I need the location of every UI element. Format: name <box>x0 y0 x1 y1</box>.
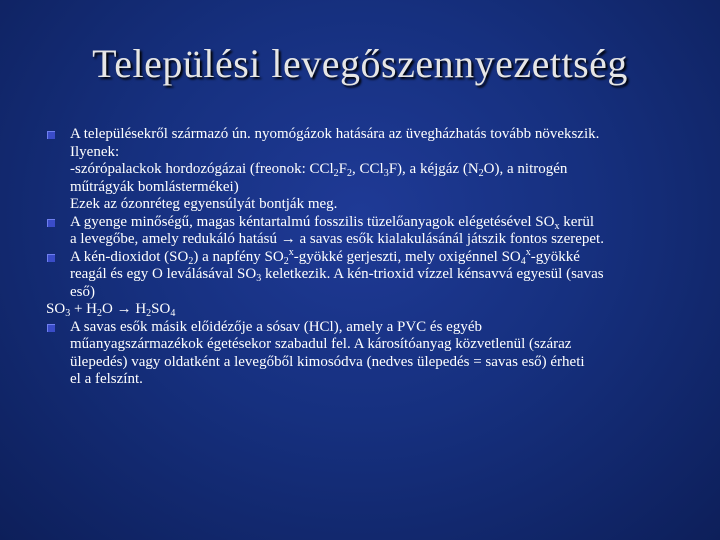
text-line: a levegőbe, amely redukáló hatású → a savas esők kialakulásánál játszik fontos szerepet. <box>70 231 604 247</box>
text-line: A településekről származó ún. nyomógázok hatására az üvegházhatás tovább növekszik. <box>70 126 600 142</box>
chemical-equation <box>46 301 696 319</box>
text-line: műanyagszármazékok égetésekor szabadul fel. A károsítóanyag közvetlenül (száraz <box>70 336 572 352</box>
slide-title: Települési levegőszennyezettség <box>92 41 628 86</box>
text-line: A kén-dioxidot $(SO_2)$ a napfény $SO_2^x$-gyökké gerjeszti, mely oxigénnel $SO_4^x$-gyökké <box>70 246 580 267</box>
bullet-item-greenhouse <box>46 126 696 214</box>
text-line: reagál és egy O leválásával $SO_3$ keletkezik. A kén-trioxid vízzel kénsavvá egyesül (savas <box>70 266 604 284</box>
slide-body <box>46 126 696 389</box>
square-bullet-icon <box>47 131 55 139</box>
square-bullet-icon <box>47 219 55 227</box>
text-line: Ezek az ózonréteg egyensúlyát bontják meg. <box>70 196 338 212</box>
square-bullet-icon <box>47 324 55 332</box>
bullet-item-hydrochloric-acid <box>46 319 696 389</box>
text-line: A gyenge minőségű, magas kéntartalmú fosszilis tüzelőanyagok elégetésével $SO_x$ kerül <box>70 213 595 232</box>
bullet-item-sulfur-dioxide <box>46 246 696 302</box>
text-line: eső) <box>70 283 95 300</box>
text-line: A savas esők másik előidézője a sósav (HCl), amely a PVC és egyéb <box>70 318 482 335</box>
text-line: Ilyenek: <box>70 143 120 160</box>
text-line: el a felszínt. <box>70 371 143 387</box>
equation-line: $SO_3 + H_2O \to H_2SO_4$ <box>46 301 176 319</box>
text-line: -szórópalackok hordozógázai (freonok: $CCl_2F_2$, CCl$_3$F), a kéjgáz $(N_2O)$, a nitrogén <box>70 161 568 179</box>
bullet-item-fossil-fuels <box>46 214 696 249</box>
text-line: műtrágyák bomlástermékei) <box>70 178 239 195</box>
square-bullet-icon <box>47 254 55 262</box>
text-line: ülepedés) vagy oldatként a levegőből kimosódva (nedves ülepedés = savas eső) érheti <box>70 353 585 370</box>
